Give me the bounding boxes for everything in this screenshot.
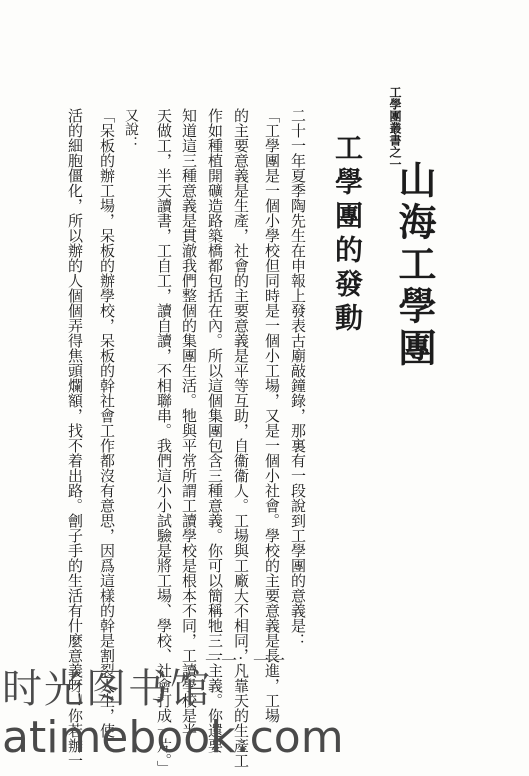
body-column: 知道這三種意義是貫澈我們整個的集團生活。牠與平常所謂工讀學校是根本不同，工讀學校是半 [180,108,198,738]
body-column: 活的細胞僵化，所以辦的人個個弄得焦頭爛額，找不着出路。劊子手的生活有什麼意義呀！你若辦一 [66,108,84,768]
body-column: 二十一年夏季陶先生在申報上發表古廟敲鐘錄，那裏有一段說到工學團的意義是： [289,108,307,648]
page-number-mark: 一一：一一 [205,651,286,670]
body-column: 又說： [123,108,139,150]
chapter-title: 工學團的發動 [331,133,364,337]
body-column: 「呆板的辦工場，呆板的辦學校，呆板的幹社會工作都沒有意思，因爲這樣的幹是割裂人生，使 [98,108,116,738]
body-column: 作如種植開礦造路築橋都包括在內。所以這個集團包含三種意義。你可以簡稱牠三一主義。你還要 [206,108,224,753]
body-column: 天做工，半天讀書，工自工，讀自讀，不相聯串。我們這小小試驗是將工場、學校、社會打成一片。」 [155,108,173,776]
watermark-cn: 时光图书馆 [2,666,212,712]
body-column: 「工學團是一個小學校但同時是一個小工場，又是一個小社會。學校的主要意義是長進，工場 [263,108,281,723]
body-column: 的主要意義是生產，社會的主要意義是平等互助，自衞衞人。工場與工廠大不相同，凡靠天的生產工 [232,108,250,768]
watermark-url: atimebook.com [2,712,344,763]
book-title: 山海工學團 [392,160,437,370]
series-label: 工學團叢書之一 [388,86,402,170]
